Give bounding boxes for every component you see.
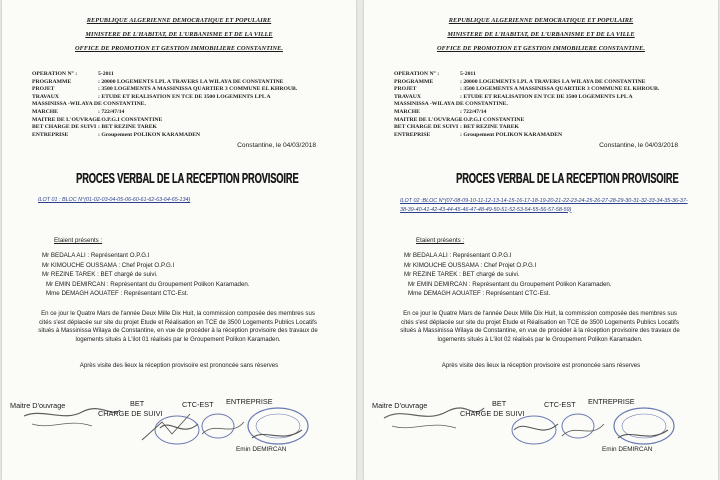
header-ministry: MINISTERE DE L'HABITAT, DE L'URBANISME ET DE LA VILLE (447, 31, 635, 38)
info-value: MASSINISSA -WILAYA DE CONSTANTINE. (394, 101, 508, 108)
info-value: : O.P.G.I CONSTANTINE (460, 116, 525, 123)
signature-label-maitre: Maitre D'ouvrage (10, 401, 66, 410)
info-value: : 3500 LOGEMENTS A MASSINISSA QUARTIER 3 COMMUNE EL KHROUB. (98, 86, 298, 93)
header-ministry: MINISTERE DE L'HABITAT, DE L'URBANISME ET DE LA VILLE (85, 31, 273, 38)
info-value: : 20000 LOGEMENTS LPL A TRAVERS LA WILAYA DE CONSTANTINE (98, 78, 284, 85)
info-value: : 3500 LOGEMENTS A MASSINISSA QUARTIER 3 COMMUNE EL KHROUB. (460, 86, 660, 93)
lot-reference: ILOT 02 :BLOC N°(07-08-09-10-11-12-13-14-15-16-17-18-19-20-21-22-23-24-25-26-27-28-29-30-31-32-33-34-35-36-37-38-39-40-41-42-43-44-45-46-47-48-49-50-51-52-53-54-55-56-57-58-59) (400, 198, 688, 213)
header-office: OFFICE DE PROMOTION ET GESTION IMMOBILIERE CONSTANTINE. (75, 45, 283, 52)
closing-statement: Après visite des lieux la réception provisoire est prononcée sans réserves (79, 362, 279, 369)
document-page-right (364, 0, 718, 480)
closing-statement: Après visite des lieux la réception provisoire est prononcée sans réserves (441, 362, 641, 369)
info-value: : 20000 LOGEMENTS LPL A TRAVERS LA WILAYA DE CONSTANTINE (460, 78, 646, 85)
info-value: : ETUDE ET REALISATION EN TCE DE 3500 LOGEMENTS LPL A (98, 93, 271, 100)
signature-label-charge: CHARGE DE SUIVI (98, 409, 163, 418)
attendee: Mme DEMAGH AOUATEF : Représentant CTC-Est. (46, 290, 189, 298)
info-key: TRAVAUX (32, 93, 59, 100)
info-key: OPERATION N° : (32, 71, 78, 77)
signatures-stamps-graphic (364, 400, 718, 480)
document-date: Constantine, le 04/03/2018 (599, 142, 678, 149)
signatures-stamps-graphic (2, 400, 356, 480)
info-value: : BET REZINE TAREK (98, 124, 157, 131)
info-value: : O.P.G.I CONSTANTINE (98, 116, 163, 123)
attendee: Mr EMIN DEMIRCAN : Représentant du Groupement Polikon Karamaden. (46, 280, 250, 288)
info-key: ENTREPRISE (32, 131, 69, 138)
signature-label-entreprise: ENTREPRISE (588, 397, 635, 406)
info-key: MARCHE (394, 108, 420, 115)
info-key: BET CHARGE DE SUIVI (394, 124, 459, 131)
info-key: MAITRE DE L'OUVRAGE (394, 116, 463, 123)
info-key: TRAVAUX (394, 93, 421, 100)
body-paragraph: En ce jour le Quatre Mars de l'année Deux Mille Dix Huit, la commission composée des membres sus cités s'est déplacée sur site du projet Etude et Réalisation en TCE de 3500 Logements Publics Locatifs situés à Massinissa Wilaya de Constantine, en vue de procéder à la réception provisoire des travaux de logements situés à L'ilot 02 réalisés par le Groupement Polikon Karamaden. (400, 310, 680, 343)
operation-info (32, 71, 297, 139)
header-republic: REPUBLIQUE ALGERIENNE DEMOCRATIQUE ET POPULAIRE (86, 17, 272, 24)
document-title: PROCES VERBAL DE LA RECEPTION PROVISOIRE (456, 170, 679, 187)
info-key: PROGRAMME (394, 78, 434, 85)
info-key: PROJET (32, 86, 55, 93)
info-key: MAITRE DE L'OUVRAGE (32, 116, 101, 123)
signature-label-maitre: Maitre D'ouvrage (372, 401, 428, 410)
info-key: BET CHARGE DE SUIVI (32, 124, 97, 131)
attendee: Mr KIMOUCHE OUSSAMA : Chef Projet O.P.G.I (404, 261, 537, 269)
info-key: PROJET (394, 86, 417, 93)
signature-label-entreprise: ENTREPRISE (226, 397, 273, 406)
info-key: ENTREPRISE (394, 131, 431, 138)
info-value: : 722/47/14 (98, 108, 125, 115)
info-value: 5-2011 (460, 71, 476, 77)
info-value: : Groupement POLIKON KARAMADEN (98, 131, 201, 138)
document-page-left (2, 0, 356, 480)
present-heading: Etaient présents : (416, 237, 465, 244)
info-value: : Groupement POLIKON KARAMADEN (460, 131, 563, 138)
attendees-list (404, 251, 612, 299)
header-republic: REPUBLIQUE ALGERIENNE DEMOCRATIQUE ET POPULAIRE (448, 17, 634, 24)
operation-info (394, 71, 659, 139)
signature-label-bet: BET (130, 399, 145, 408)
info-key: MARCHE (32, 108, 58, 115)
attendee: Mr REZINE TAREK : BET chargé de suivi. (404, 271, 520, 279)
header-office: OFFICE DE PROMOTION ET GESTION IMMOBILIERE CONSTANTINE. (437, 45, 645, 52)
attendee: Mr KIMOUCHE OUSSAMA : Chef Projet O.P.G.I (42, 261, 175, 269)
signature-label-ctc: CTC-EST (544, 400, 576, 409)
document-title: PROCES VERBAL DE LA RECEPTION PROVISOIRE (76, 170, 299, 187)
info-key: PROGRAMME (32, 78, 72, 85)
signature-label-charge: CHARGE DE SUIVI (460, 409, 525, 418)
signature-label-bet: BET (492, 399, 507, 408)
info-value: : 722/47/14 (460, 108, 487, 115)
info-value: : ETUDE ET REALISATION EN TCE DE 3500 LOGEMENTS LPL A (460, 93, 633, 100)
lot-reference: ILOT 01 : BLOC N°(01-02-03-04-05-06-60-61-62-63-64-65-134) (38, 197, 191, 203)
attendee: Mr BEDALA ALI : Représentant O.P.G.I (404, 252, 512, 259)
document-date: Constantine, le 04/03/2018 (237, 142, 316, 149)
info-value: MASSINISSA -WILAYA DE CONSTANTINE. (32, 101, 146, 108)
info-key: OPERATION N° : (394, 71, 440, 77)
attendee: Mr REZINE TAREK : BET chargé de suivi. (42, 271, 158, 279)
attendee: Mme DEMAGH AOUATEF : Représentant CTC-Est. (408, 290, 551, 298)
signature-name-emin: Emin DEMIRCAN (236, 446, 287, 453)
present-heading: Etaient présents : (54, 237, 103, 244)
signature-name-emin: Emin DEMIRCAN (602, 446, 653, 453)
info-value: 5-2011 (98, 71, 114, 77)
signature-label-ctc: CTC-EST (182, 400, 214, 409)
attendees-list (42, 251, 250, 299)
info-value: : BET REZINE TAREK (460, 124, 519, 131)
body-paragraph: En ce jour le Quatre Mars de l'année Deux Mille Dix Huit, la commission composée des membres sus cités s'est déplacée sur site du projet Etude et Réalisation en TCE de 3500 Logements Publics Locatifs situés à Massinissa Wilaya de Constantine, en vue de procéder à la réception provisoire des travaux de logements situés à L'ilot 01 réalisés par le Groupement Polikon Karamaden. (38, 310, 318, 343)
attendee: Mr EMIN DEMIRCAN : Représentant du Groupement Polikon Karamaden. (408, 280, 612, 288)
attendee: Mr BEDALA ALI : Représentant O.P.G.I (42, 252, 150, 259)
